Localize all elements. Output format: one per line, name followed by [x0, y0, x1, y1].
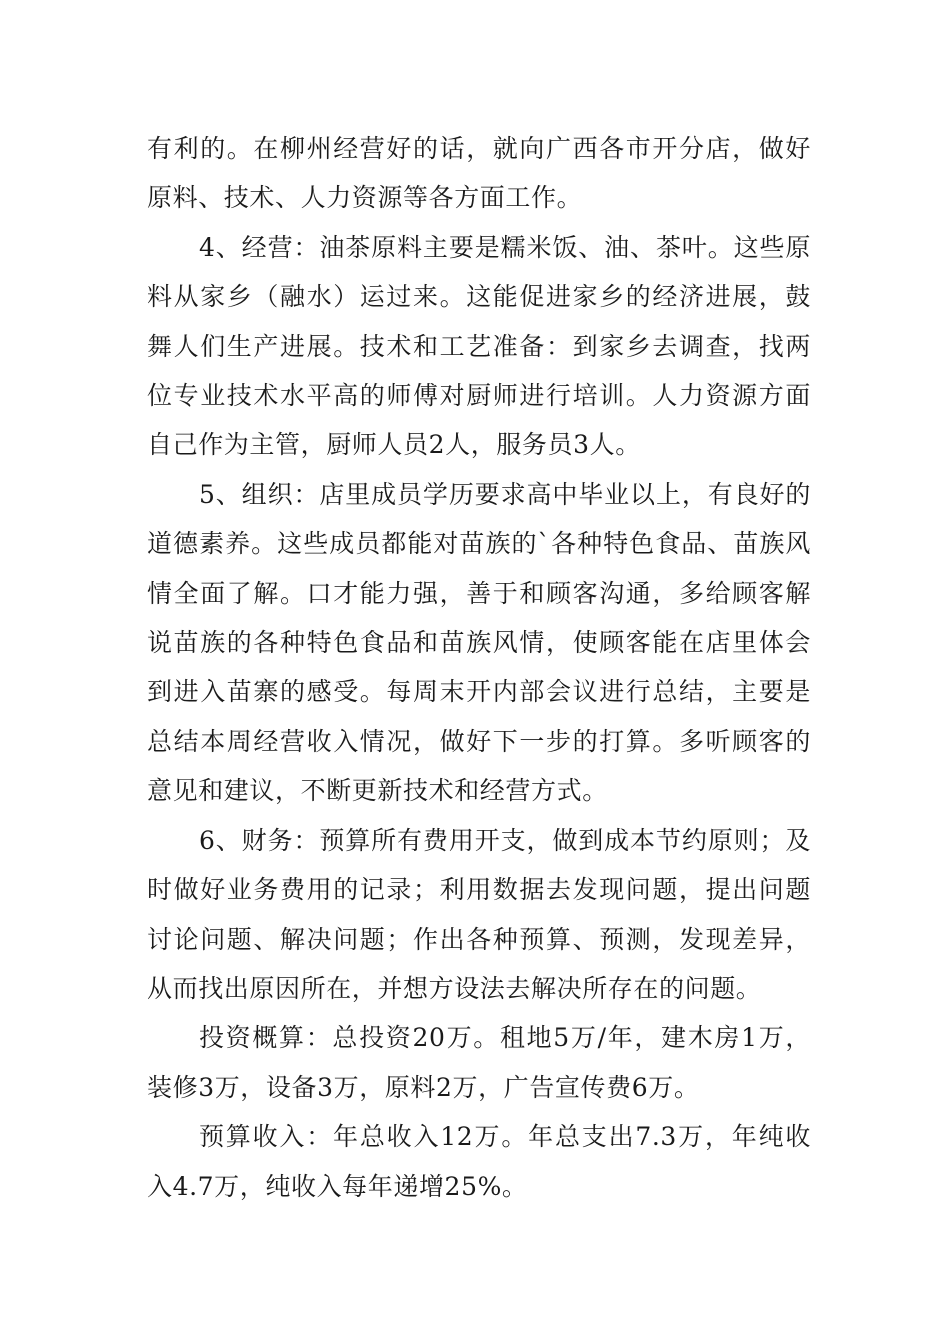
- paragraph-budget-income: 预算收入：年总收入12万。年总支出7.3万，年纯收入4.7万，纯收入每年递增25%。: [147, 1122, 811, 1201]
- paragraph-organization: 5、组织：店里成员学历要求高中毕业以上，有良好的道德素养。这些成员都能对苗族的`各种特色食品、苗族风情全面了解。口才能力强，善于和顾客沟通，多给顾客解说苗族的各种特色食品和苗族风情，使顾客能在店里体会到进入苗寨的感受。每周末开内部会议进行总结，主要是总结本周经营收入情况，做好下一步的打算。多听顾客的意见和建议，不断更新技术和经营方式。: [147, 479, 811, 806]
- paragraph-finance: 6、财务：预算所有费用开支，做到成本节约原则；及时做好业务费用的记录；利用数据去发现问题，提出问题讨论问题、解决问题；作出各种预算、预测，发现差异，从而找出原因所在，并想方设法去解决所存在的问题。: [147, 825, 811, 1003]
- document-body: [147, 124, 811, 1211]
- paragraph-investment-estimate: 投资概算：总投资20万。租地5万/年，建木房1万，装修3万，设备3万，原料2万，广告宣传费6万。: [147, 1023, 811, 1102]
- paragraph-operations: 4、经营：油茶原料主要是糯米饭、油、茶叶。这些原料从家乡（融水）运过来。这能促进家乡的经济进展，鼓舞人们生产进展。技术和工艺准备：到家乡去调查，找两位专业技术水平高的师傅对厨师进行培训。人力资源方面自己作为主管，厨师人员2人，服务员3人。: [147, 232, 811, 460]
- paragraph-continuation: 有利的。在柳州经营好的话，就向广西各市开分店，做好原料、技术、人力资源等各方面工作。: [147, 134, 811, 213]
